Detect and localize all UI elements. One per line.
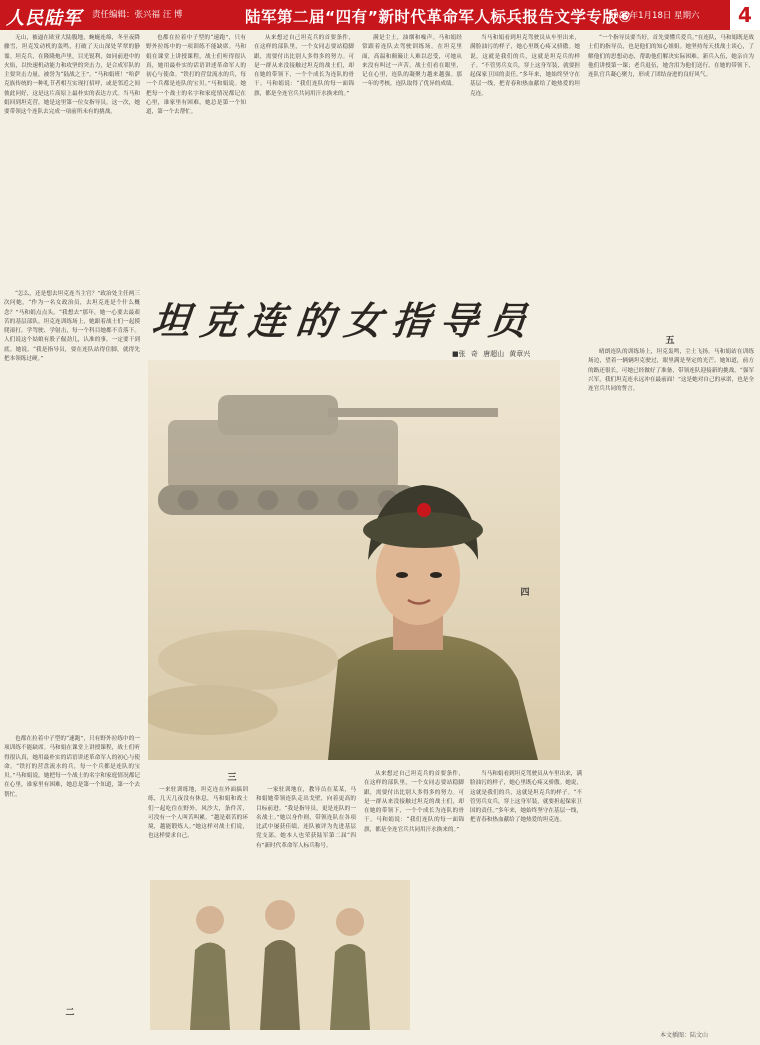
article-column-top-2 — [254, 34, 354, 270]
article-column-left-1 — [4, 34, 140, 284]
article-column-left-3 — [4, 735, 140, 1000]
lower-illustration — [150, 880, 410, 1030]
paragraph: 也都在拉着中子型的“速跑”，只有野外拉练中的一项训练不能缺席。马和娟在课堂上讲授课程，战士们听得很认真，她用最朴实的话语讲述革命军人的初心与使命。“铁打的营盘流水的兵，每一个兵都是连队的宝贝。”马和娟说。她把每一个战士的名字和家庭情况都记在心里，谁家里有困难，她总是第一个知道，第一个去帮忙。 — [4, 736, 140, 798]
masthead — [0, 0, 760, 30]
paragraph: 一家驻训地在，教导员在某某，马和娟她带领连队走出戈壁，向着更高的目标前进。“我是指导员，更是连队的一名战士。”她以身作则，带领连队在各项比武中屡获佳绩，连队被评为先进基层党支部。她本人也荣获陆军第二届“四有”新时代革命军人标兵称号。 — [256, 787, 356, 849]
article-column-mid-4 — [470, 770, 582, 1025]
article-column-right-1 — [588, 34, 754, 324]
article-byline: ■张 奇 唐超山 黄章兴 — [452, 350, 531, 358]
article-column-mid-2 — [256, 786, 356, 876]
paragraph: 从来想过自己坦克兵的首要条件，在这样的部队里，一个女同志要站稳脚跟，需要付出比别人多得多的努力。可是一群从来没接触过坦克的战士们，却在她的带领下，一个个成长为连队的骨干。马和娟说：“我们连队的每一面锦旗，都是全连官兵共同用汗水换来的。” — [364, 771, 464, 833]
paragraph: “一个指导员要当好，首先要懂兵爱兵。”在连队，马和娟既是战士们的指导员，也是他们的知心姐姐。她坚持每天找战士谈心，了解他们的思想动态，帮助他们解决实际困难。新兵入伍，她亲自为他们讲授第一课；老兵退伍，她含泪为他们送行。在她的带领下，连队官兵凝心聚力，形成了团结奋进的良好风气。 — [588, 35, 754, 79]
article-column-left-2 — [4, 290, 140, 730]
section-number-4: 四 — [520, 588, 530, 598]
paragraph: “怎么，还是想去坦克连当主官？”政治处主任两三次问她，“作为一名女政治员，去坦克连是个什么概念？”马和娟点点头。“我想去”那年，她一心要去最艰苦的基层部队。坦克连训练场上，她跟着战士们一起摸爬滚打，学驾驶、学射击，每一个科目她都不肯落下。人们说这个姑娘有股子倔劲儿，认准的事，一定要干到底。她说，“我是指导员，要在连队站得住脚，就得先把本领练过硬。” — [4, 291, 140, 363]
article-column-top-1 — [146, 34, 246, 270]
section-number-5: 五 — [665, 336, 675, 346]
newspaper-logo: 人民陆军 — [6, 8, 82, 29]
section-number-2: 二 — [65, 1008, 75, 1018]
figures-drawing — [190, 900, 370, 1030]
editors-credit: 责任编辑：张兴福 汪 博 — [92, 10, 183, 20]
paragraph: 晴朗连队的训练场上，坦克轰鸣，尘土飞扬。马和娟站在训练场边，望着一辆辆坦克驶过，眼里满是坚定的光芒。她知道，前方的路还很长，可她已经做好了准备，带领连队迎接新的挑战。“强军兴军，我们坦克连永远冲在最前面！”这是她对自己的承诺，也是全连官兵共同的誓言。 — [588, 349, 754, 393]
article-headline: 坦克连的女指导员 — [149, 298, 539, 343]
article-column-top-4 — [470, 34, 580, 270]
page-number: 4 — [730, 0, 760, 30]
illustration-credit: 本文插图：陆文山 — [660, 1032, 709, 1039]
hero-illustration — [148, 360, 560, 760]
paragraph: 当马和娟看到坦克驾驶员从车里出来，满脸油污的样子，她心里既心疼又骄傲。她说，这就是我们的兵，这就是坦克兵的样子。“不管男兵女兵，穿上这身军装，就要担起保家卫国的责任。”多年来，她始终坚守在基层一线，把青春和热血献给了她热爱的坦克连。 — [470, 771, 582, 824]
edition-title: 陆军第二届“四有”新时代革命军人标兵报告文学专版⑥ — [245, 8, 632, 26]
paragraph: 从来想过自己坦克兵的首要条件，在这样的部队里，一个女同志要站稳脚跟，需要付出比别人多得多的努力。可是一群从来没接触过坦克的战士们，却在她的带领下，一个个成长为连队的骨干。马和娟说：“我们连队的每一面锦旗，都是全连官兵共同用汗水换来的。” — [254, 35, 354, 97]
paragraph: 当马和娟看到坦克驾驶员从车里出来，满脸油污的样子，她心里既心疼又骄傲。她说，这就是我们的兵，这就是坦克兵的样子。“不管男兵女兵，穿上这身军装，就要担起保家卫国的责任。”多年来，她始终坚守在基层一线，把青春和热血献给了她热爱的坦克连。 — [470, 35, 580, 97]
article-column-mid-1 — [148, 786, 248, 876]
paragraph: 满是尘土，油烟和噪声。马和娟经常跟着连队去驾驶训练场。在坦克里面，高温和颠簸让人难以忍受，可她从来没有叫过一声苦。战士们看在眼里，记在心里，连队的凝聚力越来越强。那一年的考核，连队取得了优异的成绩。 — [362, 35, 462, 88]
article-column-top-3 — [362, 34, 462, 270]
paragraph: 也都在拉着中子型的“速跑”，只有野外拉练中的一项训练不能缺席。马和娟在课堂上讲授课程，战士们听得很认真，她用最朴实的话语讲述革命军人的初心与使命。“铁打的营盘流水的兵，每一个兵都是连队的宝贝。”马和娟说。她把每一个战士的名字和家庭情况都记在心里，谁家里有困难，她总是第一个知道，第一个去帮忙。 — [146, 35, 246, 116]
article-column-right-2 — [588, 348, 754, 1024]
paragraph: 无山，被逼在欧亚大陆腹地，蜿蜒连绵，冬至夜降骤雪，坦克发动机的轰鸣，打破了天山深处苹翠的静谧。坦克兵，在隆隆炮声里，目光锐利，如同前进中的火焰，以快速机动能力和攻坚的突击力，是合成军队的主要突击力量。被誉为“陆战之王”。“马和娟班！”哈萨克族传统的一种礼节者相互实现打招呼，或是邻近之间彼此问好，这是这片高原上最朴实的表达方式。当马和娟回到坦克营，她是这里第一位女指导员。这一次，她要带领这个连队去完成一项前所未有的挑战。 — [4, 35, 140, 116]
paragraph: 一来驻训练地，坦克连在外面搞训练，几天几夜没有休息，马和娟和战士们一起吃住在野外。风沙大，条件苦，可没有一个人叫苦叫累。“越是艰苦的环境，越能锻炼人。”她这样对战士们说，也这样要求自己。 — [148, 787, 248, 840]
issue-date: 2020年1月18日 星期六 — [608, 11, 700, 21]
section-number-3: 三 — [227, 773, 237, 783]
